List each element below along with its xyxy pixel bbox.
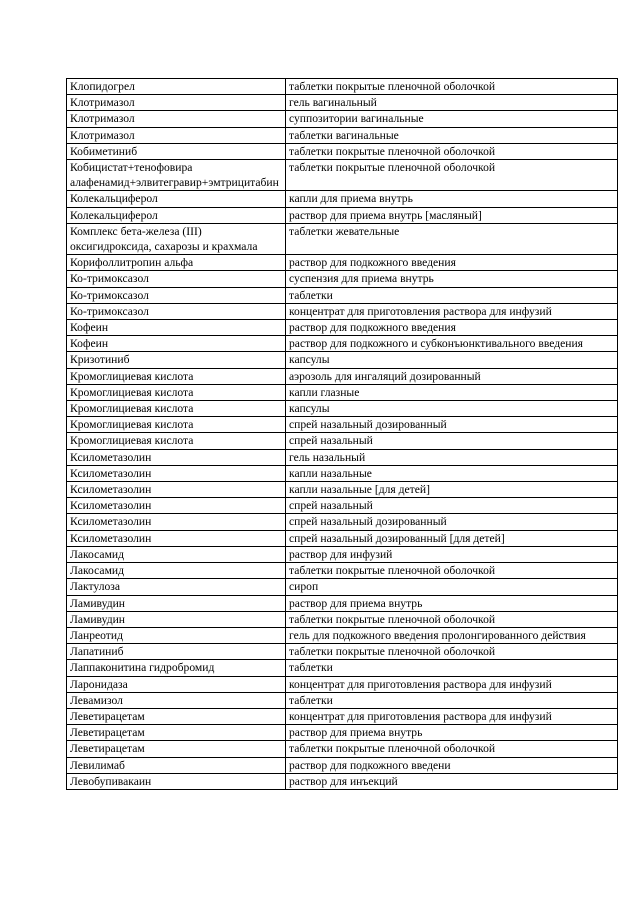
drug-name-cell: Кромоглициевая кислота [67,417,286,433]
drug-name-cell: Ламивудин [67,595,286,611]
dosage-form-cell: концентрат для приготовления раствора для инфузий [286,676,618,692]
table-row [67,449,618,465]
dosage-form-cell: раствор для инфузий [286,546,618,562]
dosage-form-cell: спрей назальный дозированный [для детей] [286,530,618,546]
dosage-form-cell: таблетки [286,287,618,303]
drug-name-cell: Ламивудин [67,611,286,627]
dosage-form-cell: таблетки покрытые пленочной оболочкой [286,644,618,660]
table-row [67,725,618,741]
table-row [67,514,618,530]
table-row [67,644,618,660]
dosage-form-cell: сироп [286,579,618,595]
drug-name-cell: Клотримазол [67,95,286,111]
drug-name-cell: Левамизол [67,692,286,708]
drug-name-cell: Леветирацетам [67,708,286,724]
drug-name-cell: Кобицистат+тенофовира алафенамид+элвитегравир+эмтрицитабин [67,160,286,191]
table-row [67,433,618,449]
table-row [67,143,618,159]
dosage-form-cell: таблетки покрытые пленочной оболочкой [286,79,618,95]
dosage-form-cell: спрей назальный дозированный [286,514,618,530]
table-row [67,595,618,611]
drug-name-cell: Кофеин [67,320,286,336]
drug-name-cell: Левобупивакаин [67,773,286,789]
dosage-form-cell: таблетки покрытые пленочной оболочкой [286,143,618,159]
dosage-form-cell: суппозитории вагинальные [286,111,618,127]
table-row [67,255,618,271]
dosage-form-cell: раствор для подкожного введени [286,757,618,773]
drug-name-cell: Клотримазол [67,111,286,127]
table-row [67,320,618,336]
table-row [67,482,618,498]
drug-name-cell: Ксилометазолин [67,514,286,530]
dosage-form-cell: таблетки [286,660,618,676]
table-row [67,207,618,223]
table-row [67,368,618,384]
drug-name-cell: Кофеин [67,336,286,352]
dosage-form-cell: таблетки вагинальные [286,127,618,143]
dosage-form-cell: гель для подкожного введения пролонгированного действия [286,627,618,643]
table-row [67,627,618,643]
drug-name-cell: Клотримазол [67,127,286,143]
dosage-form-cell: раствор для приема внутрь [286,725,618,741]
dosage-form-cell: капли назальные [для детей] [286,482,618,498]
table-row [67,352,618,368]
dosage-form-cell: гель назальный [286,449,618,465]
table-row [67,530,618,546]
table-row [67,465,618,481]
dosage-form-cell: капли для приема внутрь [286,191,618,207]
dosage-form-cell: концентрат для приготовления раствора для инфузий [286,708,618,724]
dosage-form-cell: спрей назальный дозированный [286,417,618,433]
drug-table [66,78,618,790]
dosage-form-cell: капсулы [286,401,618,417]
table-row [67,223,618,254]
dosage-form-cell: раствор для подкожного введения [286,320,618,336]
table-row [67,417,618,433]
drug-name-cell: Ларонидаза [67,676,286,692]
table-row [67,111,618,127]
dosage-form-cell: раствор для инъекций [286,773,618,789]
dosage-form-cell: суспензия для приема внутрь [286,271,618,287]
table-row [67,271,618,287]
drug-name-cell: Кромоглициевая кислота [67,433,286,449]
dosage-form-cell: таблетки жевательные [286,223,618,254]
drug-name-cell: Ксилометазолин [67,530,286,546]
dosage-form-cell: капли назальные [286,465,618,481]
table-row [67,336,618,352]
dosage-form-cell: спрей назальный [286,433,618,449]
drug-name-cell: Ко-тримоксазол [67,287,286,303]
drug-name-cell: Леветирацетам [67,741,286,757]
dosage-form-cell: таблетки покрытые пленочной оболочкой [286,563,618,579]
drug-name-cell: Колекальциферол [67,191,286,207]
drug-name-cell: Лапатиниб [67,644,286,660]
table-row [67,384,618,400]
drug-name-cell: Лактулоза [67,579,286,595]
dosage-form-cell: гель вагинальный [286,95,618,111]
table-row [67,708,618,724]
dosage-form-cell: спрей назальный [286,498,618,514]
drug-name-cell: Корифоллитропин альфа [67,255,286,271]
table-row [67,79,618,95]
table-row [67,660,618,676]
drug-name-cell: Ксилометазолин [67,465,286,481]
dosage-form-cell: таблетки покрытые пленочной оболочкой [286,741,618,757]
drug-name-cell: Левилимаб [67,757,286,773]
drug-name-cell: Ко-тримоксазол [67,303,286,319]
table-row [67,757,618,773]
drug-name-cell: Ланреотид [67,627,286,643]
drug-name-cell: Кромоглициевая кислота [67,384,286,400]
drug-name-cell: Клопидогрел [67,79,286,95]
drug-table-body [67,79,618,790]
drug-name-cell: Ксилометазолин [67,449,286,465]
drug-name-cell: Лаппаконитина гидробромид [67,660,286,676]
dosage-form-cell: таблетки покрытые пленочной оболочкой [286,160,618,191]
dosage-form-cell: раствор для подкожного введения [286,255,618,271]
dosage-form-cell: капли глазные [286,384,618,400]
drug-name-cell: Леветирацетам [67,725,286,741]
drug-name-cell: Кромоглициевая кислота [67,368,286,384]
table-row [67,579,618,595]
table-row [67,611,618,627]
drug-name-cell: Колекальциферол [67,207,286,223]
drug-name-cell: Кризотиниб [67,352,286,368]
dosage-form-cell: аэрозоль для ингаляций дозированный [286,368,618,384]
table-row [67,191,618,207]
table-row [67,287,618,303]
drug-name-cell: Лакосамид [67,563,286,579]
dosage-form-cell: капсулы [286,352,618,368]
table-row [67,303,618,319]
table-row [67,563,618,579]
table-row [67,127,618,143]
drug-name-cell: Кромоглициевая кислота [67,401,286,417]
table-row [67,676,618,692]
drug-name-cell: Ксилометазолин [67,482,286,498]
table-row [67,95,618,111]
table-row [67,741,618,757]
table-row [67,546,618,562]
table-row [67,692,618,708]
table-row [67,498,618,514]
dosage-form-cell: раствор для приема внутрь [286,595,618,611]
drug-name-cell: Ко-тримоксазол [67,271,286,287]
table-row [67,160,618,191]
drug-name-cell: Ксилометазолин [67,498,286,514]
dosage-form-cell: концентрат для приготовления раствора для инфузий [286,303,618,319]
dosage-form-cell: раствор для подкожного и субконъюнктивального введения [286,336,618,352]
table-row [67,773,618,789]
dosage-form-cell: таблетки [286,692,618,708]
dosage-form-cell: раствор для приема внутрь [масляный] [286,207,618,223]
drug-name-cell: Лакосамид [67,546,286,562]
dosage-form-cell: таблетки покрытые пленочной оболочкой [286,611,618,627]
drug-name-cell: Кобиметиниб [67,143,286,159]
table-row [67,401,618,417]
drug-name-cell: Комплекс бета-железа (III) оксигидроксида, сахарозы и крахмала [67,223,286,254]
